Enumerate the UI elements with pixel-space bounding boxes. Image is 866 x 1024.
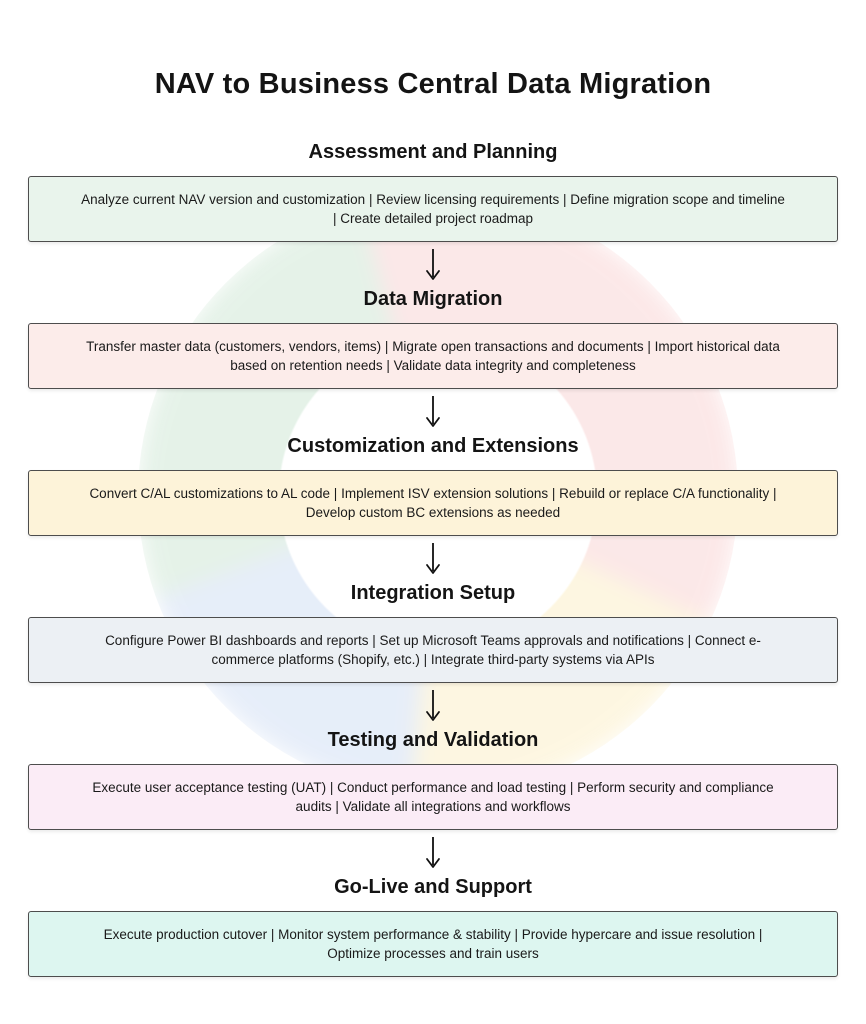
down-arrow-connector bbox=[0, 540, 866, 578]
step-heading-6: Go-Live and Support bbox=[334, 876, 532, 898]
flow-diagram bbox=[0, 141, 866, 977]
flow-step bbox=[0, 834, 866, 977]
flow-step bbox=[0, 141, 866, 242]
down-arrow-connector bbox=[0, 246, 866, 284]
step-details-box-2: Transfer master data (customers, vendors, items) | Migrate open transactions and documents | Import historical data based on retention needs | Validate data integrity and completeness bbox=[28, 323, 838, 389]
step-heading-3: Customization and Extensions bbox=[287, 435, 579, 457]
flow-step bbox=[0, 540, 866, 683]
step-heading-2: Data Migration bbox=[363, 288, 503, 310]
page-title: NAV to Business Central Data Migration bbox=[154, 68, 712, 100]
down-arrow-icon bbox=[424, 248, 442, 282]
down-arrow-connector bbox=[0, 687, 866, 725]
flow-step bbox=[0, 393, 866, 536]
step-heading-4: Integration Setup bbox=[350, 582, 516, 604]
step-details-box-6: Execute production cutover | Monitor system performance & stability | Provide hypercare and issue resolution | Optimize processes and train users bbox=[28, 911, 838, 977]
step-details-box-1: Analyze current NAV version and customization | Review licensing requirements | Define migration scope and timeline | Create detailed project roadmap bbox=[28, 176, 838, 242]
step-details-box-5: Execute user acceptance testing (UAT) | Conduct performance and load testing | Perform security and compliance audits | Validate all integrations and workflows bbox=[28, 764, 838, 830]
step-details-box-4: Configure Power BI dashboards and reports | Set up Microsoft Teams approvals and notifications | Connect e-commerce platforms (Shopify, etc.) | Integrate third-party systems via APIs bbox=[28, 617, 838, 683]
flow-step bbox=[0, 246, 866, 389]
down-arrow-connector bbox=[0, 834, 866, 872]
step-heading-1: Assessment and Planning bbox=[308, 141, 558, 163]
step-heading-5: Testing and Validation bbox=[327, 729, 539, 751]
down-arrow-icon bbox=[424, 836, 442, 870]
down-arrow-icon bbox=[424, 542, 442, 576]
down-arrow-connector bbox=[0, 393, 866, 431]
down-arrow-icon bbox=[424, 395, 442, 429]
step-details-box-3: Convert C/AL customizations to AL code | Implement ISV extension solutions | Rebuild or replace C/A functionality | Develop custom BC extensions as needed bbox=[28, 470, 838, 536]
flow-step bbox=[0, 687, 866, 830]
down-arrow-icon bbox=[424, 689, 442, 723]
